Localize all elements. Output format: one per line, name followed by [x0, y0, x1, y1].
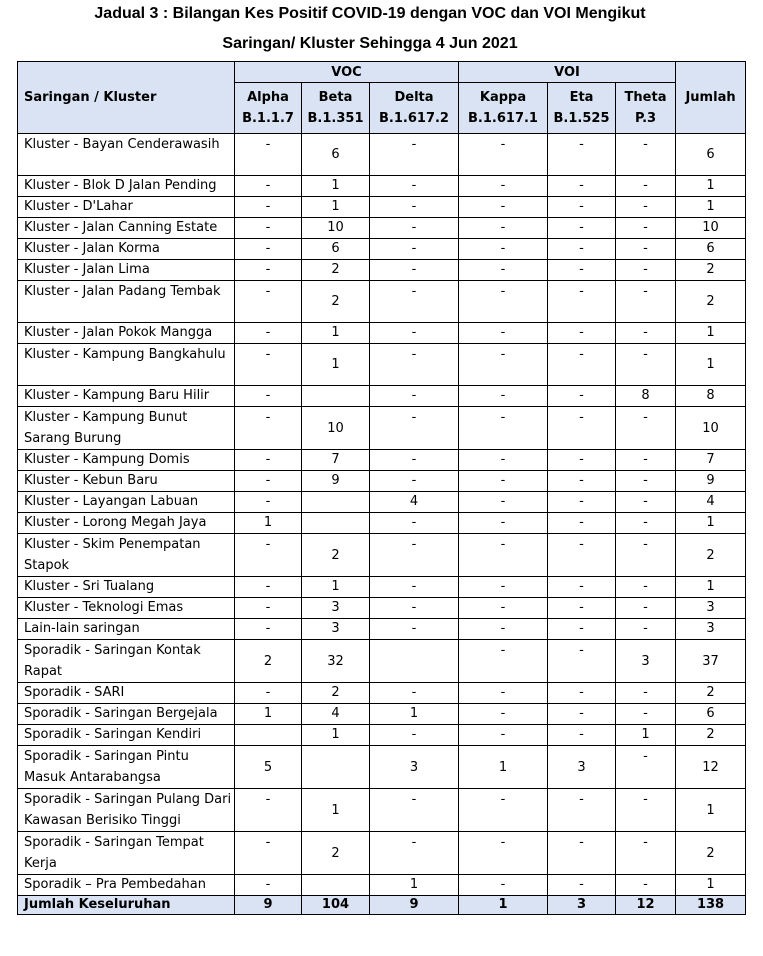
table-cell: -: [616, 281, 676, 323]
table-cell: -: [459, 197, 548, 218]
table-cell: -: [548, 704, 616, 725]
table-cell: [302, 513, 370, 534]
table-cell: -: [370, 344, 459, 386]
table-cell: -: [459, 832, 548, 875]
row-label: Kluster - Kampung Bunut Sarang Burung: [18, 407, 235, 450]
table-cell: -: [235, 789, 302, 832]
table-cell: -: [548, 407, 616, 450]
table-cell: -: [548, 640, 616, 683]
row-total-cell: 2: [676, 534, 746, 577]
table-cell: -: [616, 134, 676, 176]
row-label: Kluster - Jalan Padang Tembak: [18, 281, 235, 323]
table-cell: -: [235, 260, 302, 281]
table-cell: -: [459, 640, 548, 683]
table-cell: -: [459, 577, 548, 598]
table-cell: 1: [302, 577, 370, 598]
table-cell: -: [459, 492, 548, 513]
row-label: Kluster - Teknologi Emas: [18, 598, 235, 619]
table-cell: -: [616, 534, 676, 577]
row-label: Kluster - Jalan Korma: [18, 239, 235, 260]
table-cell: 3: [302, 598, 370, 619]
table-row: [18, 640, 746, 683]
row-label: Kluster - Kampung Bangkahulu: [18, 344, 235, 386]
table-cell: -: [370, 725, 459, 746]
column-header-theta: Theta P.3: [616, 83, 676, 134]
table-cell: -: [370, 577, 459, 598]
table-title-line-2: Saringan/ Kluster Sehingga 4 Jun 2021: [222, 35, 518, 52]
table-cell: -: [459, 386, 548, 407]
table-row: [18, 492, 746, 513]
table-cell: -: [459, 619, 548, 640]
table-cell: -: [370, 598, 459, 619]
table-cell: 2: [302, 281, 370, 323]
table-cell: -: [370, 134, 459, 176]
table-cell: 1: [459, 746, 548, 789]
table-row: [18, 450, 746, 471]
table-cell: -: [616, 789, 676, 832]
row-total-cell: 4: [676, 492, 746, 513]
table-cell: -: [616, 407, 676, 450]
table-cell: 1: [235, 513, 302, 534]
table-row: [18, 619, 746, 640]
row-total-cell: 1: [676, 577, 746, 598]
row-label: Lain-lain saringan: [18, 619, 235, 640]
table-row: [18, 260, 746, 281]
table-cell: 1: [616, 725, 676, 746]
table-cell: -: [459, 789, 548, 832]
table-cell: -: [235, 471, 302, 492]
column-header-alpha: Alpha B.1.1.7: [235, 83, 302, 134]
table-row: [18, 218, 746, 239]
table-cell: 2: [302, 683, 370, 704]
row-label: Kluster - Jalan Lima: [18, 260, 235, 281]
table-cell: -: [459, 407, 548, 450]
table-cell: -: [548, 323, 616, 344]
row-label: Kluster - Jalan Canning Estate: [18, 218, 235, 239]
table-cell: -: [459, 875, 548, 896]
row-total-cell: 37: [676, 640, 746, 683]
row-total-cell: 1: [676, 344, 746, 386]
table-cell: -: [616, 619, 676, 640]
table-cell: -: [616, 746, 676, 789]
table-cell: 2: [302, 260, 370, 281]
row-label: Kluster - Blok D Jalan Pending: [18, 176, 235, 197]
row-total-cell: 1: [676, 197, 746, 218]
table-cell: -: [459, 513, 548, 534]
table-cell: -: [548, 176, 616, 197]
table-cell: -: [459, 218, 548, 239]
table-row: [18, 239, 746, 260]
table-cell: -: [235, 134, 302, 176]
table-cell: -: [370, 789, 459, 832]
table-cell: -: [235, 598, 302, 619]
table-cell: -: [370, 281, 459, 323]
table-cell: 3: [370, 746, 459, 789]
row-total-cell: 1: [676, 176, 746, 197]
table-cell: -: [548, 577, 616, 598]
table-cell: 1: [302, 789, 370, 832]
table-title-line-1: Jadual 3 : Bilangan Kes Positif COVID-19 dengan VOC dan VOI Mengikut: [94, 5, 646, 22]
row-total-cell: 1: [676, 789, 746, 832]
grand-total-cell: 138: [676, 896, 746, 915]
row-total-cell: 1: [676, 323, 746, 344]
table-cell: -: [459, 323, 548, 344]
table-row: [18, 683, 746, 704]
table-cell: 1: [370, 704, 459, 725]
table-cell: -: [235, 197, 302, 218]
row-label: Kluster - Sri Tualang: [18, 577, 235, 598]
table-cell: 2: [235, 640, 302, 683]
row-label: Kluster - Layangan Labuan: [18, 492, 235, 513]
table-cell: -: [370, 260, 459, 281]
table-cell: 10: [302, 218, 370, 239]
table-cell: -: [459, 134, 548, 176]
row-label: Kluster - Skim Penempatan Stapok: [18, 534, 235, 577]
table-cell: -: [616, 875, 676, 896]
total-cell: 3: [548, 896, 616, 915]
row-label: Sporadik - SARI: [18, 683, 235, 704]
table-row: [18, 746, 746, 789]
table-cell: -: [370, 386, 459, 407]
table-row: [18, 176, 746, 197]
table-cell: -: [548, 832, 616, 875]
table-cell: -: [548, 344, 616, 386]
table-cell: -: [235, 832, 302, 875]
table-cell: -: [459, 344, 548, 386]
table-cell: 8: [616, 386, 676, 407]
table-cell: -: [548, 471, 616, 492]
total-row-label: Jumlah Keseluruhan: [18, 896, 235, 915]
covid-variant-table: [17, 61, 746, 915]
table-cell: -: [548, 619, 616, 640]
table-cell: -: [459, 239, 548, 260]
table-cell: -: [616, 577, 676, 598]
table-cell: [302, 492, 370, 513]
table-cell: -: [616, 197, 676, 218]
table-cell: -: [235, 683, 302, 704]
table-cell: -: [548, 218, 616, 239]
row-label: Sporadik - Saringan Pintu Masuk Antarabangsa: [18, 746, 235, 789]
table-cell: -: [616, 832, 676, 875]
table-cell: -: [459, 260, 548, 281]
table-cell: -: [235, 407, 302, 450]
row-total-cell: 2: [676, 832, 746, 875]
table-cell: 1: [302, 725, 370, 746]
table-cell: -: [548, 513, 616, 534]
table-cell: -: [235, 176, 302, 197]
table-cell: -: [616, 683, 676, 704]
table-cell: -: [616, 260, 676, 281]
table-cell: -: [548, 134, 616, 176]
total-row: [18, 896, 746, 915]
table-cell: -: [459, 725, 548, 746]
table-cell: -: [459, 534, 548, 577]
total-cell: 1: [459, 896, 548, 915]
row-label: Sporadik - Saringan Tempat Kerja: [18, 832, 235, 875]
row-label: Sporadik – Pra Pembedahan: [18, 875, 235, 896]
table-row: [18, 577, 746, 598]
table-row: [18, 725, 746, 746]
table-cell: -: [235, 450, 302, 471]
table-cell: -: [370, 197, 459, 218]
row-total-cell: 10: [676, 218, 746, 239]
table-cell: -: [370, 239, 459, 260]
table-cell: [370, 640, 459, 683]
table-cell: 1: [302, 323, 370, 344]
table-cell: -: [548, 197, 616, 218]
table-cell: -: [370, 176, 459, 197]
column-header-kappa: Kappa B.1.617.1: [459, 83, 548, 134]
row-label: Kluster - Kebun Baru: [18, 471, 235, 492]
row-label: Kluster - Kampung Baru Hilir: [18, 386, 235, 407]
table-cell: -: [235, 323, 302, 344]
row-label: Sporadik - Saringan Pulang Dari Kawasan Berisiko Tinggi: [18, 789, 235, 832]
row-label: Sporadik - Saringan Bergejala: [18, 704, 235, 725]
table-cell: 2: [302, 832, 370, 875]
table-row: [18, 134, 746, 176]
table-cell: -: [459, 471, 548, 492]
table-cell: 4: [370, 492, 459, 513]
row-total-cell: 6: [676, 704, 746, 725]
table-cell: -: [616, 344, 676, 386]
table-cell: -: [459, 176, 548, 197]
table-cell: -: [370, 513, 459, 534]
table-row: [18, 875, 746, 896]
row-total-cell: 3: [676, 598, 746, 619]
table-row: [18, 197, 746, 218]
row-total-cell: 1: [676, 513, 746, 534]
table-cell: -: [459, 281, 548, 323]
table-row: [18, 281, 746, 323]
row-total-cell: 8: [676, 386, 746, 407]
table-cell: [302, 386, 370, 407]
table-row: [18, 789, 746, 832]
table-cell: -: [370, 619, 459, 640]
table-cell: 3: [616, 640, 676, 683]
table-cell: -: [548, 598, 616, 619]
table-cell: -: [370, 407, 459, 450]
row-total-cell: 3: [676, 619, 746, 640]
table-cell: -: [548, 683, 616, 704]
table-cell: -: [616, 513, 676, 534]
table-cell: -: [370, 683, 459, 704]
table-cell: -: [235, 619, 302, 640]
table-cell: -: [616, 450, 676, 471]
total-cell: 9: [370, 896, 459, 915]
total-cell: 9: [235, 896, 302, 915]
row-label: Kluster - Bayan Cenderawasih: [18, 134, 235, 176]
table-row: [18, 344, 746, 386]
total-cell: 12: [616, 896, 676, 915]
table-cell: 6: [302, 134, 370, 176]
table-row: [18, 832, 746, 875]
row-label: Kluster - Kampung Domis: [18, 450, 235, 471]
table-cell: -: [235, 492, 302, 513]
table-cell: -: [548, 239, 616, 260]
table-cell: -: [370, 832, 459, 875]
table-cell: -: [370, 471, 459, 492]
column-header-eta: Eta B.1.525: [548, 83, 616, 134]
table-row: [18, 471, 746, 492]
table-cell: -: [235, 875, 302, 896]
row-total-cell: 7: [676, 450, 746, 471]
table-cell: -: [616, 471, 676, 492]
row-total-cell: 9: [676, 471, 746, 492]
row-total-cell: 12: [676, 746, 746, 789]
table-cell: -: [459, 450, 548, 471]
table-cell: 32: [302, 640, 370, 683]
table-cell: -: [235, 577, 302, 598]
table-cell: -: [548, 281, 616, 323]
table-cell: 5: [235, 746, 302, 789]
table-cell: 6: [302, 239, 370, 260]
row-label: Kluster - D'Lahar: [18, 197, 235, 218]
table-cell: -: [548, 450, 616, 471]
table-cell: 3: [548, 746, 616, 789]
table-row: [18, 407, 746, 450]
table-cell: -: [548, 725, 616, 746]
row-total-cell: 2: [676, 725, 746, 746]
table-cell: -: [235, 386, 302, 407]
table-cell: -: [235, 344, 302, 386]
table-cell: -: [548, 260, 616, 281]
table-cell: [302, 875, 370, 896]
table-row: [18, 513, 746, 534]
table-row: [18, 534, 746, 577]
table-cell: 1: [302, 197, 370, 218]
total-cell: 104: [302, 896, 370, 915]
table-cell: 2: [302, 534, 370, 577]
table-cell: 7: [302, 450, 370, 471]
table-cell: -: [548, 386, 616, 407]
row-label: Sporadik - Saringan Kendiri: [18, 725, 235, 746]
group-header-voi: VOI: [459, 62, 676, 83]
table-cell: -: [548, 789, 616, 832]
row-total-cell: 2: [676, 260, 746, 281]
row-label: Sporadik - Saringan Kontak Rapat: [18, 640, 235, 683]
row-total-cell: 2: [676, 281, 746, 323]
table-cell: -: [370, 450, 459, 471]
table-cell: -: [548, 534, 616, 577]
row-total-cell: 2: [676, 683, 746, 704]
table-cell: -: [616, 323, 676, 344]
row-label: Kluster - Jalan Pokok Mangga: [18, 323, 235, 344]
table-cell: 4: [302, 704, 370, 725]
row-total-cell: 6: [676, 239, 746, 260]
table-cell: [235, 725, 302, 746]
table-cell: -: [235, 218, 302, 239]
table-cell: -: [616, 176, 676, 197]
table-cell: 1: [370, 875, 459, 896]
table-cell: 10: [302, 407, 370, 450]
table-cell: -: [370, 218, 459, 239]
table-cell: -: [459, 598, 548, 619]
column-header-total: Jumlah: [676, 62, 746, 134]
table-cell: -: [616, 598, 676, 619]
table-cell: -: [459, 683, 548, 704]
row-total-cell: 6: [676, 134, 746, 176]
column-header-beta: Beta B.1.351: [302, 83, 370, 134]
table-cell: 9: [302, 471, 370, 492]
table-row: [18, 323, 746, 344]
table-cell: -: [370, 323, 459, 344]
table-cell: -: [616, 218, 676, 239]
table-cell: 1: [302, 344, 370, 386]
table-cell: [302, 746, 370, 789]
table-cell: -: [616, 239, 676, 260]
table-cell: -: [548, 875, 616, 896]
table-cell: 3: [302, 619, 370, 640]
table-cell: -: [548, 492, 616, 513]
table-cell: -: [235, 281, 302, 323]
row-total-cell: 10: [676, 407, 746, 450]
table-row: [18, 598, 746, 619]
column-header-delta: Delta B.1.617.2: [370, 83, 459, 134]
table-cell: -: [616, 704, 676, 725]
table-cell: -: [459, 704, 548, 725]
group-header-voc: VOC: [235, 62, 459, 83]
table-cell: 1: [235, 704, 302, 725]
column-header-name: Saringan / Kluster: [18, 62, 235, 134]
table-cell: -: [616, 492, 676, 513]
table-cell: -: [235, 239, 302, 260]
row-label: Kluster - Lorong Megah Jaya: [18, 513, 235, 534]
table-cell: 1: [302, 176, 370, 197]
table-row: [18, 386, 746, 407]
table-cell: -: [370, 534, 459, 577]
row-total-cell: 1: [676, 875, 746, 896]
table-row: [18, 704, 746, 725]
table-cell: -: [235, 534, 302, 577]
